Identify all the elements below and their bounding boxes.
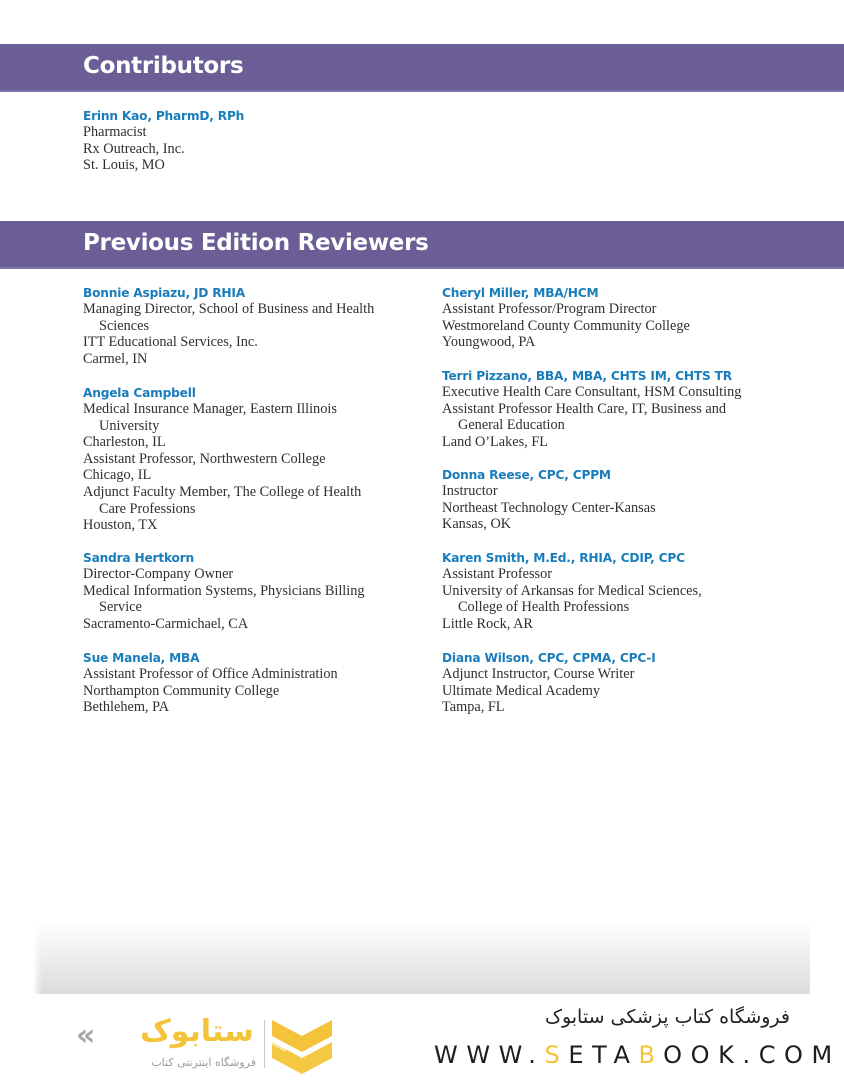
reviewer-line: University [99, 417, 160, 434]
logo-wordmark: ستابوک [140, 1014, 254, 1049]
contributor-line: Pharmacist [83, 124, 147, 140]
reviewer-line: University of Arkansas for Medical Sciences, [442, 582, 702, 599]
contributor-name: Erinn Kao, PharmD, RPh [83, 109, 245, 123]
section-title-contributors: Contributors [83, 53, 244, 79]
reviewer-line: Adjunct Instructor, Course Writer [442, 666, 635, 682]
url-part: WWW. [434, 1041, 545, 1069]
reviewer-name: Angela Campbell [83, 386, 196, 400]
reviewer-line: Ultimate Medical Academy [442, 682, 601, 699]
reviewer-entry [442, 285, 802, 351]
reviewer-name: Karen Smith, M.Ed., RHIA, CDIP, CPC [442, 551, 685, 565]
reviewer-line: Sciences [99, 317, 150, 334]
reviewer-name: Sue Manela, MBA [83, 651, 200, 665]
url-part-highlight: B [638, 1041, 664, 1069]
reviewer-name: Donna Reese, CPC, CPPM [442, 468, 611, 482]
footer-gradient-band [34, 920, 810, 994]
reviewer-line: Youngwood, PA [442, 334, 536, 351]
reviewer-entry [83, 650, 433, 716]
reviewer-line: Assistant Professor Health Care, IT, Business and [442, 400, 727, 417]
contributor-line: Rx Outreach, Inc. [83, 140, 185, 157]
chevron-emblem-icon [272, 1016, 332, 1078]
reviewer-name: Bonnie Aspiazu, JD RHIA [83, 286, 246, 300]
reviewer-line: Tampa, FL [442, 699, 505, 716]
setabook-logo[interactable] [70, 1012, 340, 1078]
reviewer-line: Adjunct Faculty Member, The College of Health [83, 483, 362, 500]
reviewer-line: Kansas, OK [442, 516, 512, 533]
reviewer-name: Cheryl Miller, MBA/HCM [442, 286, 599, 300]
reviewer-line: Chicago, IL [83, 467, 152, 484]
reviewer-line: Bethlehem, PA [83, 699, 170, 716]
reviewers-header-bar [0, 221, 844, 269]
reviewer-line: Sacramento-Carmichael, CA [83, 615, 249, 632]
reviewer-name: Diana Wilson, CPC, CPMA, CPC-I [442, 651, 656, 665]
reviewer-line: Assistant Professor [442, 566, 553, 582]
reviewer-line: Assistant Professor/Program Director [442, 301, 657, 317]
section-title-reviewers: Previous Edition Reviewers [83, 230, 429, 256]
store-url[interactable] [434, 1041, 841, 1069]
reviewer-line: Northampton Community College [83, 682, 280, 699]
reviewer-line: Instructor [442, 483, 498, 499]
url-part: ETA [568, 1041, 639, 1069]
reviewer-line: College of Health Professions [458, 599, 630, 616]
store-name-persian: فروشگاه کتاب پزشکی ستابوک [544, 1006, 790, 1028]
reviewer-entry [83, 285, 433, 367]
reviewer-entry [83, 385, 433, 534]
reviewer-name: Terri Pizzano, BBA, MBA, CHTS IM, CHTS TR [442, 369, 732, 383]
reviewer-line: Land O’Lakes, FL [442, 433, 549, 450]
reviewer-entry [442, 550, 802, 632]
reviewer-line: Charleston, IL [83, 434, 166, 451]
reviewer-line: Westmoreland County Community College [442, 317, 690, 334]
reviewer-line: Director-Company Owner [83, 566, 234, 582]
reviewer-name: Sandra Hertkorn [83, 551, 195, 565]
double-chevron-icon: « [76, 1018, 96, 1053]
reviewer-line: ITT Educational Services, Inc. [83, 334, 258, 351]
reviewer-line: Houston, TX [83, 517, 158, 534]
reviewer-line: Service [99, 599, 142, 616]
reviewer-line: Northeast Technology Center-Kansas [442, 499, 656, 516]
reviewer-line: Carmel, IN [83, 350, 148, 367]
reviewer-entry [442, 650, 802, 716]
logo-divider [264, 1020, 265, 1068]
reviewer-entry [442, 368, 802, 450]
contributor-entry [83, 108, 433, 174]
logo-tagline: فروشگاه اینترنتی کتاب [151, 1056, 256, 1069]
reviewer-entry [442, 467, 802, 533]
url-part-highlight: S [544, 1041, 569, 1069]
reviewer-line: Little Rock, AR [442, 615, 533, 632]
reviewer-line: Executive Health Care Consultant, HSM Consulting [442, 384, 742, 400]
contributors-header-bar [0, 44, 844, 92]
reviewer-line: Care Professions [99, 500, 196, 517]
reviewer-entry [83, 550, 433, 632]
reviewer-line: Assistant Professor of Office Administration [83, 666, 338, 682]
contributor-line: St. Louis, MO [83, 157, 165, 174]
reviewer-line: General Education [458, 417, 565, 434]
reviewer-line: Medical Insurance Manager, Eastern Illinois [83, 401, 337, 417]
reviewer-line: Managing Director, School of Business and Health [83, 301, 375, 317]
reviewer-line: Medical Information Systems, Physicians Billing [83, 582, 365, 599]
reviewer-line: Assistant Professor, Northwestern College [83, 450, 326, 467]
url-part: OOK.COM [663, 1041, 841, 1069]
